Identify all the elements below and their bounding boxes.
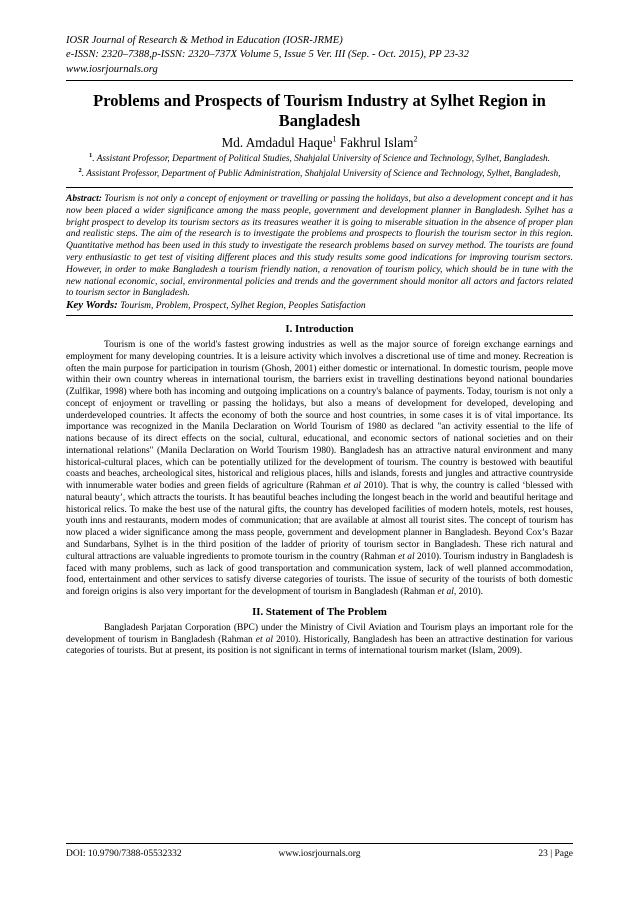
- intro-text-b: 2010). That is why, the country is called ‘blessed with natural beauty’, which attracts the tourists. It has beautiful beaches including the longest beach in the world and beautiful heritage and historical relics. To make the best use of the natural gifts, the country has developed facilities of modern hotels, motels, rest houses, youth inns and restaurants, modern modes of communication; that are available at almost all tourist sites. The concept of tourism has now placed a wider significance among the mass people, government and development planner in Bangladesh. Beyond Cox’s Bazar and Sundarbans, Sylhet is in the third position of the ladder of priority of tourism sector in Bangladesh. These rich natural and cultural attractions are valuable ingredients to promote tourism in the country (Rahman: [66, 481, 573, 562]
- introduction-paragraph: [66, 340, 573, 599]
- keywords: [66, 300, 573, 313]
- keywords-text: Tourism, Problem, Prospect, Sylhet Region, Peoples Satisfaction: [120, 301, 366, 312]
- journal-issn: e-ISSN: 2320–7388,p-ISSN: 2320–737X Volume 5, Issue 5 Ver. III (Sep. - Oct. 2015), PP 23-32: [66, 49, 469, 61]
- author-line: [66, 135, 573, 151]
- abstract-text: Tourism is not only a concept of enjoyment or travelling or passing the holidays, but also a development concept and it has now been placed a wider significance among the mass people, government and development planner in Bangladesh. Sylhet has a bright prospect to develop its tourism sectors as its treasures weather it is going to miserable situation in the absence of proper plan and realistic steps. The aim of the research is to investigate the problems and prospects to flourish the tourism sector in this region. Quantitative method has been used in this study to investigate the research problems based on survey method. The tourists are found very enthusiastic to get test of visiting different places and this study results some good indications for improving tourism sectors. However, in order to make Bangladesh a tourism friendly nation, a renovation of tourism policy, which should be in tune with the new national economic, social, environmental policies and trends and the government should monitor all actors and factors related to tourism sector in Bangladesh.: [66, 194, 574, 299]
- footer-doi: DOI: 10.9790/7388-05532332: [66, 849, 182, 859]
- journal-header: [66, 34, 573, 77]
- paper-title: Problems and Prospects of Tourism Industry at Sylhet Region in Bangladesh: [93, 91, 546, 130]
- keywords-label: Key Words:: [66, 299, 118, 312]
- footer-website: www.iosrjournals.org: [278, 849, 361, 859]
- intro-etal-1: et al: [343, 481, 361, 492]
- author-1-mark: 1: [332, 134, 337, 144]
- author-2-mark: 2: [413, 134, 418, 144]
- author-1: Md. Amdadul Haque: [221, 135, 333, 151]
- abstract-divider-top: [66, 187, 573, 188]
- section-heading-problem: II. Statement of The Problem: [252, 605, 387, 618]
- problem-text-a: Bangladesh Parjatan Corporation (BPC) under the Ministry of Civil Aviation and Tourism plays an important role for the development of tourism in Bangladesh (Rahman: [66, 622, 573, 645]
- problem-paragraph: [66, 623, 573, 658]
- footer-page-number: 23 | Page: [538, 849, 573, 859]
- footer-divider: [66, 843, 573, 844]
- intro-etal-3: et al: [437, 587, 454, 598]
- abstract-label: Abstract:: [66, 194, 102, 205]
- affiliation-1-text: . Assistant Professor, Department of Political Studies, Shahjalal University of Science and Technology, Sylhet, Bangladesh.: [92, 154, 550, 165]
- affiliation-1-mark: 1: [89, 152, 93, 160]
- journal-name: IOSR Journal of Research & Method in Education (IOSR-JRME): [66, 35, 343, 46]
- affiliation-2-text: . Assistant Professor, Department of Public Administration, Shahjalal University of Science and Technology, Sylhet, Bangladesh,: [81, 168, 561, 179]
- affiliation-2: [66, 166, 573, 180]
- problem-text-b: 2010). Historically, Bangladesh has been an attractive destination for various categories of tourists. But at present, its position is not significant in terms of international tourism market (Islam, 2009).: [66, 634, 573, 657]
- intro-text-c: 2010). Tourism industry in Bangladesh is faced with many problems, such as lack of good transportation and communication system, lack of well planned accommodation, food, entertainment and other services to satisfy diverse categories of tourists. The issue of security of the tourists of both domestic and foreign origins is also very important for the development of tourism in Bangladesh (Rahman: [66, 551, 574, 598]
- journal-website: www.iosrjournals.org: [66, 63, 158, 75]
- intro-text-a: Tourism is one of the world's fastest growing industries as well as the major source of foreign exchange earnings and employment for many developing countries. It is a leisure activity which involves a discretional use of time and money. Recreation is often the main purpose for participation in tourism (Ghosh, 2001) either domestic or international. In domestic tourism, people move within their own country whereas in international tourism, the barriers exist in travelling destinations beyond national boundaries (Zulfikar, 1998) where both has incoming and outgoing implications on a country's balance of payments. Today, tourism is not only a concept of enjoyment or travelling or passing the holidays, but also a means of development for developed, developing and underdeveloped countries. It affects the economy of both the source and host countries, in some cases it is of vital importance. Its importance was recognized in the Manila Declaration on World Tourism of 1980 as declared "an activity essential to the life of nations because of its direct effects on the social, cultural, educational, and economic sectors of national societies and on their international relations" (Manila Declaration on World Tourism 1980). Bangladesh has an attractive natural environment and many historical-cultural places, which can be potentially utilized for the development of tourism. The country is bestowed with beautiful coasts and beaches, archeological sites, historical and religious places, hills and islands, forests and jungles and attractive countryside with innumerable water bodies and green fields of agriculture (Rahman: [66, 340, 573, 492]
- intro-etal-2: et al: [398, 551, 415, 562]
- header-divider: [66, 80, 573, 81]
- footer-row: [66, 847, 573, 861]
- intro-text-d: , 2010).: [453, 587, 484, 598]
- section-heading-introduction: I. Introduction: [285, 323, 354, 335]
- abstract: [66, 194, 573, 300]
- problem-etal: et al: [255, 634, 274, 645]
- page: [66, 34, 573, 658]
- author-2: Fakhrul Islam: [339, 135, 414, 151]
- page-footer: [66, 843, 573, 861]
- affiliation-2-mark: 2: [78, 166, 82, 174]
- abstract-divider-bottom: [66, 315, 573, 316]
- affiliation-1: [66, 154, 573, 165]
